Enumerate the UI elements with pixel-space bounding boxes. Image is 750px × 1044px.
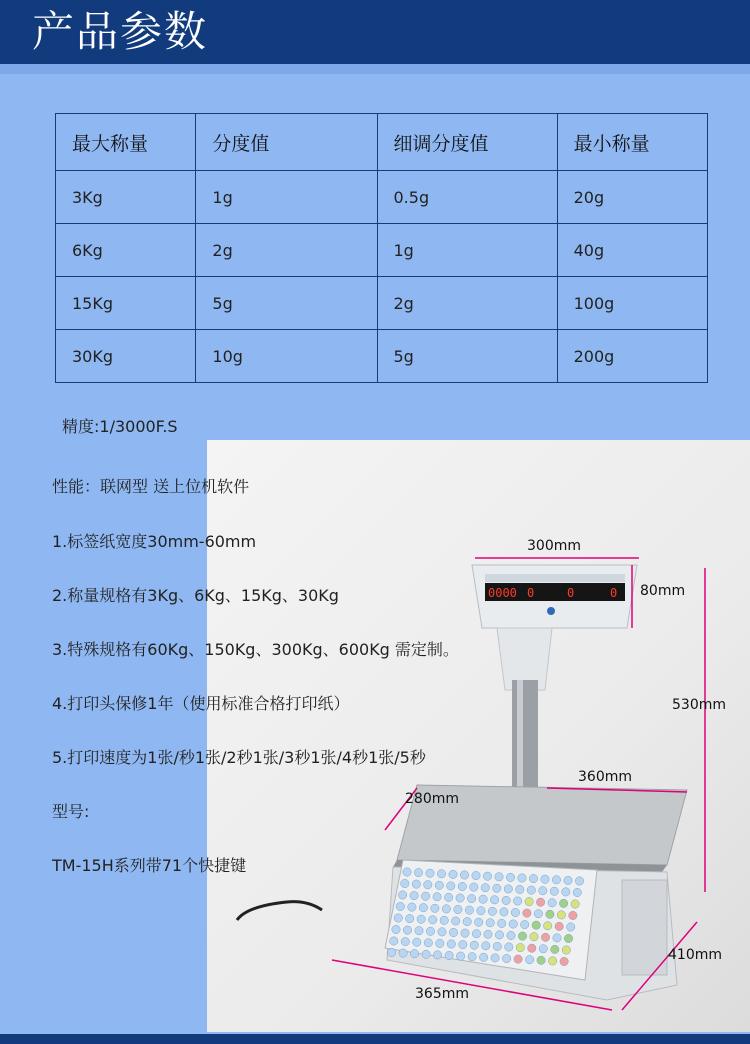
keypad-key <box>532 921 540 929</box>
keypad-key <box>472 871 480 879</box>
dim-base-depth: 410mm <box>668 947 722 963</box>
scale-illustration <box>207 440 750 1032</box>
table-row <box>56 171 708 224</box>
table-cell: 5g <box>196 277 377 330</box>
spec-item: 1.标签纸宽度30mm-60mm <box>52 532 257 551</box>
table-cell: 30Kg <box>56 330 196 383</box>
keypad-key <box>550 887 558 895</box>
keypad-key <box>424 939 432 947</box>
keypad-key <box>498 919 506 927</box>
keypad-key <box>461 929 469 937</box>
keypad-key <box>511 908 519 916</box>
keypad-key <box>562 888 570 896</box>
keypad-key <box>548 899 556 907</box>
keypad-key <box>401 879 409 887</box>
keypad-key <box>516 885 524 893</box>
keypad-key <box>484 930 492 938</box>
spec-item: 3.特殊规格有60Kg、150Kg、300Kg、600Kg 需定制。 <box>52 640 459 659</box>
keypad-key <box>481 884 489 892</box>
keypad-key <box>410 891 418 899</box>
table-cell: 1g <box>196 171 377 224</box>
keypad-key <box>490 896 498 904</box>
keypad-key <box>477 907 485 915</box>
keypad-key <box>495 873 503 881</box>
keypad-key <box>419 904 427 912</box>
keypad-key <box>417 915 425 923</box>
keypad-key <box>518 874 526 882</box>
keypad-key <box>467 894 475 902</box>
spec-item: 2.称量规格有3Kg、6Kg、15Kg、30Kg <box>52 586 339 605</box>
keypad-key <box>552 876 560 884</box>
keypad-key <box>546 910 554 918</box>
keypad-key <box>438 928 446 936</box>
keypad-key <box>534 910 542 918</box>
keypad-key <box>413 938 421 946</box>
keypad-key <box>436 939 444 947</box>
keypad-key <box>426 869 434 877</box>
table-row <box>56 330 708 383</box>
keypad-key <box>472 930 480 938</box>
keypad-key <box>449 928 457 936</box>
table-cell: 10g <box>196 330 377 383</box>
keypad-key <box>426 927 434 935</box>
keypad-key <box>541 933 549 941</box>
keypad-key <box>482 942 490 950</box>
led-readout-4: 0 <box>610 586 618 600</box>
keypad-key <box>502 954 510 962</box>
keypad-key <box>564 934 572 942</box>
table-header: 细调分度值 <box>377 114 557 171</box>
keypad-key <box>442 905 450 913</box>
keypad-key <box>408 903 416 911</box>
led-readout-1: 0000 <box>488 586 517 600</box>
keypad-key <box>539 887 547 895</box>
keypad-key <box>555 922 563 930</box>
keypad-key <box>421 892 429 900</box>
model-label: 型号: <box>52 802 90 821</box>
table-cell: 15Kg <box>56 277 196 330</box>
keypad-key <box>557 911 565 919</box>
keypad-key <box>562 946 570 954</box>
footer-bar <box>0 1034 750 1044</box>
dim-display-width: 300mm <box>527 538 581 554</box>
keypad-key <box>460 871 468 879</box>
keypad-key <box>429 916 437 924</box>
keypad-key <box>541 875 549 883</box>
model-value: TM-15H系列带71个快捷键 <box>52 856 247 875</box>
keypad-key <box>567 923 575 931</box>
table-row <box>56 224 708 277</box>
keypad-key <box>422 950 430 958</box>
keypad-key <box>525 897 533 905</box>
keypad-key <box>456 952 464 960</box>
keypad-key <box>433 951 441 959</box>
table-cell: 40g <box>557 224 707 277</box>
header-bar <box>0 0 750 64</box>
keypad-key <box>401 937 409 945</box>
keypad-key <box>403 868 411 876</box>
keypad-key <box>406 914 414 922</box>
keypad-key <box>452 917 460 925</box>
keypad-key <box>491 954 499 962</box>
keypad-key <box>459 940 467 948</box>
keypad-key <box>553 934 561 942</box>
keypad-key <box>449 870 457 878</box>
keypad-key <box>514 955 522 963</box>
keypad-key <box>537 956 545 964</box>
keypad-key <box>518 932 526 940</box>
keypad-key <box>493 884 501 892</box>
keypad-key <box>502 896 510 904</box>
keypad-key <box>403 926 411 934</box>
keypad-key <box>398 891 406 899</box>
keypad-key <box>569 911 577 919</box>
keypad-key <box>575 877 583 885</box>
table-cell: 0.5g <box>377 171 557 224</box>
keypad-key <box>458 882 466 890</box>
keypad-key <box>444 893 452 901</box>
keypad-key <box>447 882 455 890</box>
keypad-key <box>571 900 579 908</box>
keypad-key <box>573 888 581 896</box>
keypad-key <box>410 950 418 958</box>
keypad-key <box>551 945 559 953</box>
keypad-key <box>415 927 423 935</box>
table-cell: 1g <box>377 224 557 277</box>
keypad-key <box>435 881 443 889</box>
keypad-key <box>479 895 487 903</box>
keypad-key <box>564 876 572 884</box>
table-header-row <box>56 114 708 171</box>
keypad-key <box>504 885 512 893</box>
keypad-key <box>525 956 533 964</box>
keypad-key <box>412 880 420 888</box>
led-readout-2: 0 <box>527 586 535 600</box>
keypad-key <box>506 873 514 881</box>
keypad-key <box>392 925 400 933</box>
keypad-key <box>468 953 476 961</box>
table-cell: 6Kg <box>56 224 196 277</box>
keypad-key <box>399 949 407 957</box>
keypad-key <box>437 870 445 878</box>
keypad-key <box>390 937 398 945</box>
table-cell: 2g <box>377 277 557 330</box>
power-cable <box>237 902 322 920</box>
keypad-key <box>488 907 496 915</box>
table-header: 最小称量 <box>557 114 707 171</box>
keypad-key <box>486 919 494 927</box>
keypad-key <box>414 868 422 876</box>
keypad-key <box>463 917 471 925</box>
keypad-key <box>445 951 453 959</box>
brand-logo <box>547 607 555 615</box>
keypad-key <box>387 948 395 956</box>
header-strip <box>0 64 750 74</box>
keypad-key <box>528 944 536 952</box>
display-labels <box>485 574 625 582</box>
table-cell: 100g <box>557 277 707 330</box>
dim-display-height: 80mm <box>640 583 686 599</box>
keypad-key <box>433 893 441 901</box>
keypad-key <box>447 940 455 948</box>
table-cell: 3Kg <box>56 171 196 224</box>
performance-text: 性能：联网型 送上位机软件 <box>52 477 250 496</box>
keypad-key <box>539 945 547 953</box>
printer-door <box>622 880 667 975</box>
keypad-key <box>394 914 402 922</box>
keypad-key <box>529 874 537 882</box>
keypad-key <box>479 953 487 961</box>
keypad-key <box>544 922 552 930</box>
keypad-key <box>456 894 464 902</box>
spec-table <box>55 113 708 383</box>
keypad-key <box>521 920 529 928</box>
keypad-key <box>431 904 439 912</box>
keypad-key <box>560 957 568 965</box>
keypad-key <box>396 902 404 910</box>
keypad-key <box>530 933 538 941</box>
keypad-key <box>507 931 515 939</box>
dim-base-width: 365mm <box>415 986 469 1002</box>
accuracy-text: 精度:1/3000F.S <box>62 417 178 436</box>
table-header: 分度值 <box>196 114 377 171</box>
table-cell: 200g <box>557 330 707 383</box>
keypad-key <box>516 943 524 951</box>
keypad-key <box>527 886 535 894</box>
spec-item: 4.打印头保修1年（使用标准合格打印纸） <box>52 694 350 713</box>
led-readout-3: 0 <box>567 586 575 600</box>
keypad-key <box>505 943 513 951</box>
keypad-key <box>500 908 508 916</box>
keypad-key <box>548 957 556 965</box>
keypad-key <box>509 920 517 928</box>
keypad-key <box>470 883 478 891</box>
keypad-key <box>559 899 567 907</box>
product-photo <box>207 440 750 1032</box>
keypad-key <box>483 872 491 880</box>
table-cell: 5g <box>377 330 557 383</box>
keypad-key <box>493 942 501 950</box>
keypad-key <box>536 898 544 906</box>
keypad-key <box>424 881 432 889</box>
keypad-key <box>454 905 462 913</box>
keypad-key <box>440 916 448 924</box>
table-cell: 2g <box>196 224 377 277</box>
keypad-key <box>523 909 531 917</box>
table-header: 最大称量 <box>56 114 196 171</box>
keypad-key <box>465 906 473 914</box>
keypad-key <box>513 897 521 905</box>
keypad-key <box>470 941 478 949</box>
dim-total-height: 530mm <box>672 697 726 713</box>
keypad-key <box>475 918 483 926</box>
spec-item: 5.打印速度为1张/秒1张/2秒1张/3秒1张/4秒1张/5秒 <box>52 748 426 767</box>
dim-platter-depth: 280mm <box>405 791 459 807</box>
table-row <box>56 277 708 330</box>
page-title: 产品参数 <box>32 7 209 56</box>
table-cell: 20g <box>557 171 707 224</box>
dim-platter-width: 360mm <box>578 769 632 785</box>
keypad-key <box>495 931 503 939</box>
